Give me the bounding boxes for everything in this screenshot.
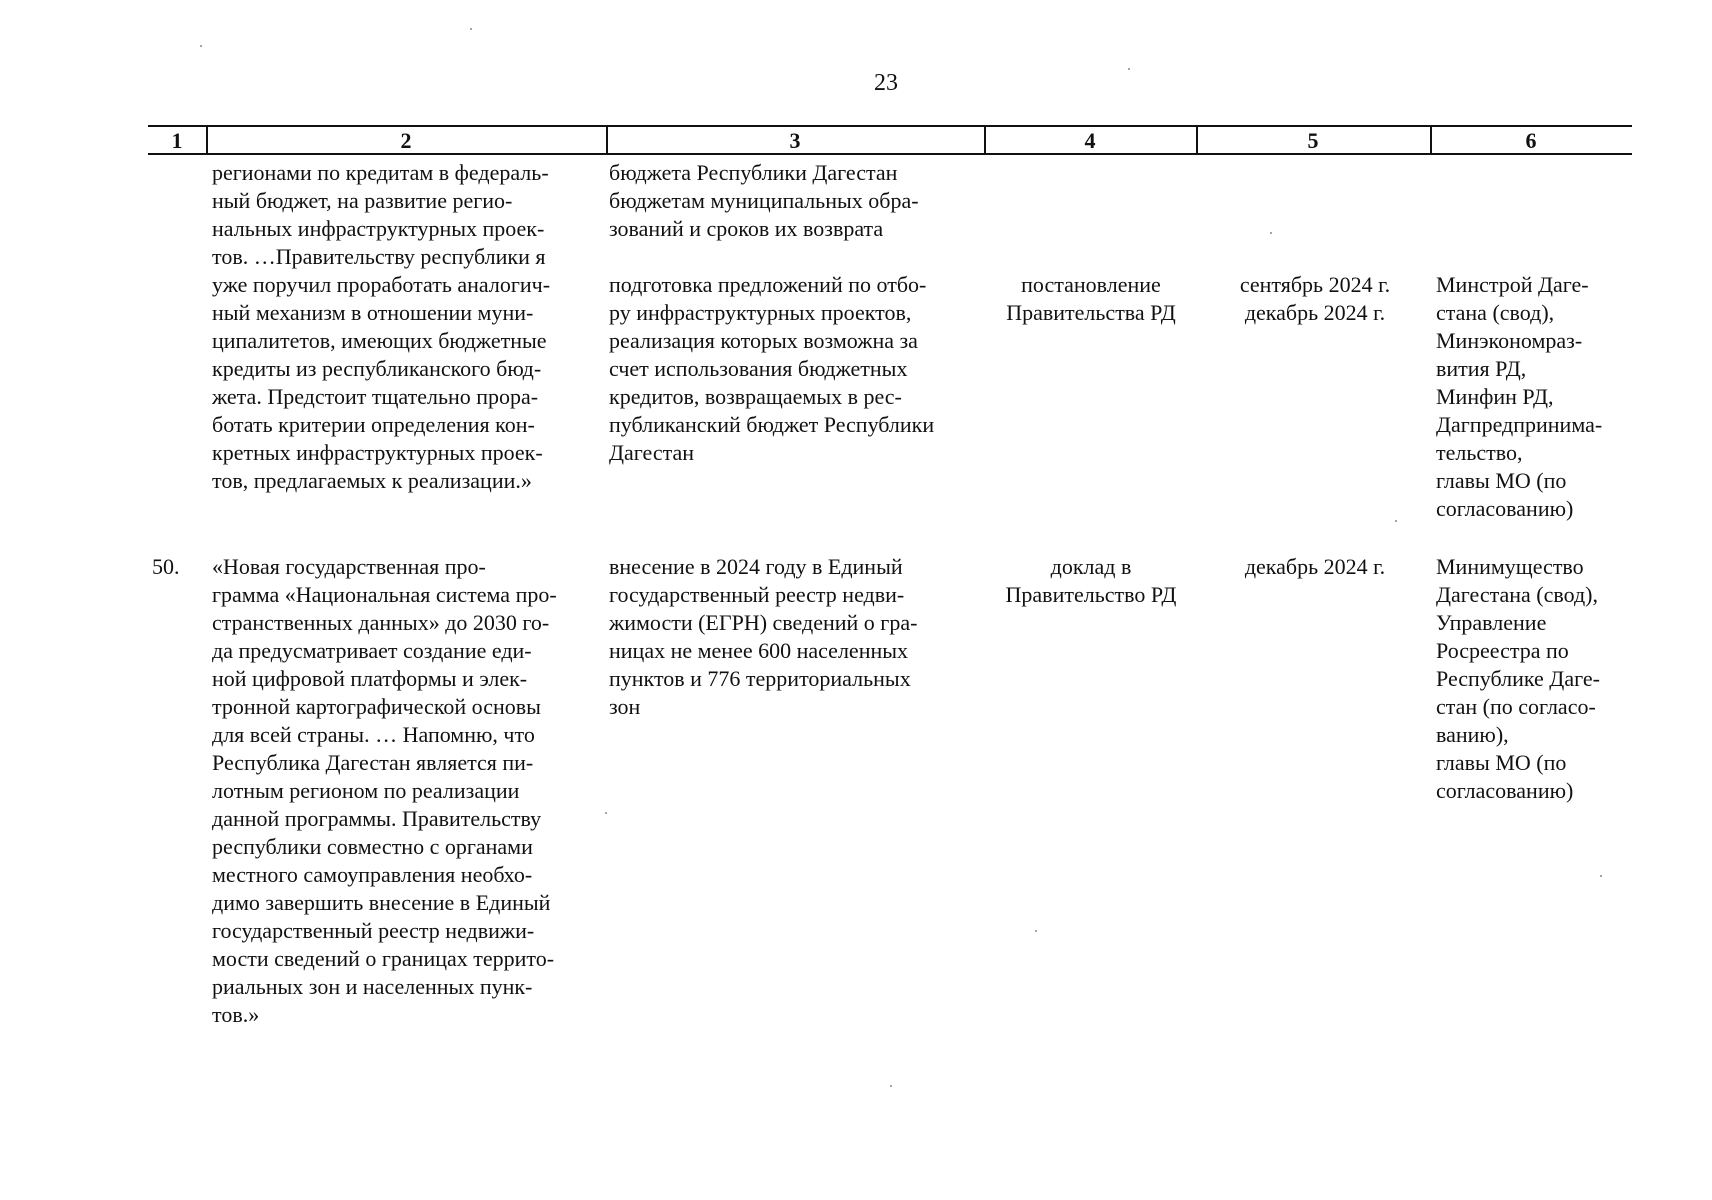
- scan-speck: [1600, 875, 1602, 877]
- scan-speck: [1395, 520, 1397, 522]
- row-2-col-3: внесение в 2024 году в Единый государственный реестр недви- жимости (ЕГРН) сведений о гра- ницах не менее 600 населенных пунктов и 776 территориальных зон: [609, 554, 918, 719]
- scan-speck: [890, 1085, 892, 1087]
- header-col-3: 3: [789, 128, 801, 153]
- scan-speck: [1128, 68, 1130, 70]
- row-2-number: 50.: [152, 554, 180, 579]
- row-2-col-6: Минимущество Дагестана (свод), Управление Росреестра по Республике Даге- стан (по согласо- ванию), главы МО (по согласованию): [1436, 554, 1600, 803]
- scan-speck: [605, 812, 607, 814]
- header-col-6: 6: [1525, 128, 1537, 153]
- header-col-5: 5: [1307, 128, 1319, 153]
- row-1-col-4: постановление Правительства РД: [1006, 272, 1176, 325]
- row-1-col-3-part-2: подготовка предложений по отбо- ру инфраструктурных проектов, реализация которых возможна за счет использования бюджетных кредитов, возвращаемых в рес- публиканский бюджет Республики Дагестан: [609, 272, 935, 465]
- scan-speck: [1270, 232, 1272, 234]
- scan-speck: [1035, 930, 1037, 932]
- header-col-2: 2: [400, 128, 412, 153]
- table-header: [148, 125, 1632, 155]
- row-1-col-5: сентябрь 2024 г. декабрь 2024 г.: [1239, 272, 1391, 325]
- page-number: 23: [874, 70, 898, 96]
- scan-speck: [470, 28, 472, 30]
- row-2-col-5: декабрь 2024 г.: [1244, 554, 1386, 579]
- header-col-4: 4: [1084, 128, 1096, 153]
- row-1-col-6: Минстрой Даге- стана (свод), Минэкономраз- вития РД, Минфин РД, Дагпредпринима- тельство, главы МО (по согласованию): [1436, 272, 1603, 521]
- header-col-1: 1: [171, 128, 183, 153]
- scan-speck: [200, 45, 202, 47]
- row-1-col-3-part-1: бюджета Республики Дагестан бюджетам муниципальных обра- зований и сроков их возврата: [609, 160, 919, 241]
- row-2-col-4: доклад в Правительство РД: [1005, 554, 1177, 607]
- row-1-col-2: регионами по кредитам в федераль- ный бюджет, на развитие регио- нальных инфраструктурных проек- тов. …Правительству республики я уже поручил проработать аналогич- ный механизм в отношении муни- ципалитетов, имеющих бюджетные кредиты из республиканского бюд- жета. Предстоит тщательно прора- ботать критерии определения кон- кретных инфраструктурных проек- тов, предлагаемых к реализации.»: [212, 160, 551, 493]
- row-2-col-2: «Новая государственная про- грамма «Национальная система про- странственных данных» до 2030 го- да предусматривает создание еди- ной цифровой платформы и элек- тронной картографической основы для всей страны. … Напомню, что Республика Дагестан является пи- лотным регионом по реализации данной программы. Правительству республики совместно с органами местного самоуправления необхо- димо завершить внесение в Единый государственный реестр недвижи- мости сведений о границах террито- риальных зон и населенных пунк- тов.»: [212, 554, 557, 1027]
